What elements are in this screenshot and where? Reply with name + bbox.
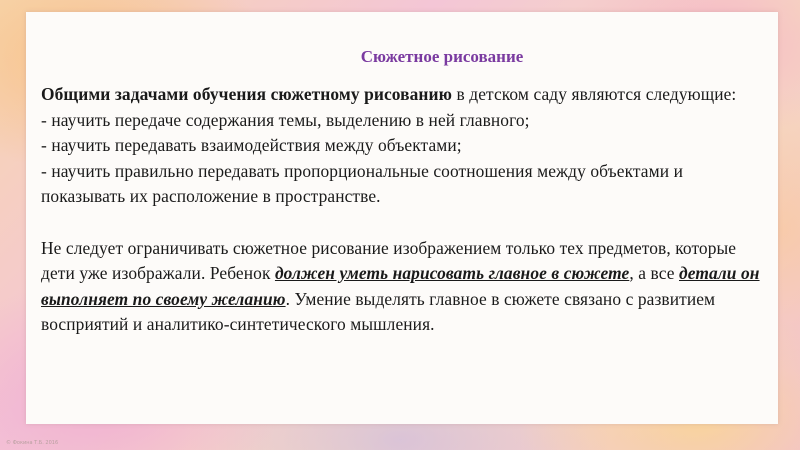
para2-part1: Не следует ограничивать сюжетное рисование изображением только тех предметов, которые дети уже изображали. Ребенок bbox=[41, 237, 737, 283]
footer-copyright: © Фокина Т.Б. 2016 bbox=[6, 440, 59, 446]
intro-paragraph bbox=[41, 82, 769, 108]
slide-title: Сюжетное рисование bbox=[360, 47, 524, 66]
task-item-1: - научить передаче содержания темы, выделению в ней главного; bbox=[41, 109, 530, 130]
task-item-2: - научить передавать взаимодействия между объектами; bbox=[41, 135, 462, 155]
second-paragraph bbox=[41, 236, 769, 338]
paragraph-gap bbox=[41, 210, 769, 236]
para2-part3: . Умение выделять главное в сюжете связано с развитием восприятий и аналитико-синтетического мышления. bbox=[41, 288, 716, 334]
para2-part2: , а все bbox=[629, 263, 679, 283]
task-item-3: - научить правильно передавать пропорциональные соотношения между объектами и показывать их расположение в пространстве. bbox=[41, 160, 683, 206]
intro-rest-text: в детском саду являются следующие: bbox=[452, 84, 737, 104]
slide-body bbox=[41, 82, 769, 338]
para2-emphasis-2: детали он выполняет по своему желанию bbox=[41, 263, 760, 309]
slide-card bbox=[26, 12, 778, 424]
intro-bold-text: Общими задачами обучения сюжетному рисованию bbox=[41, 84, 453, 104]
para2-emphasis-1: должен уметь нарисовать главное в сюжете bbox=[274, 263, 630, 283]
